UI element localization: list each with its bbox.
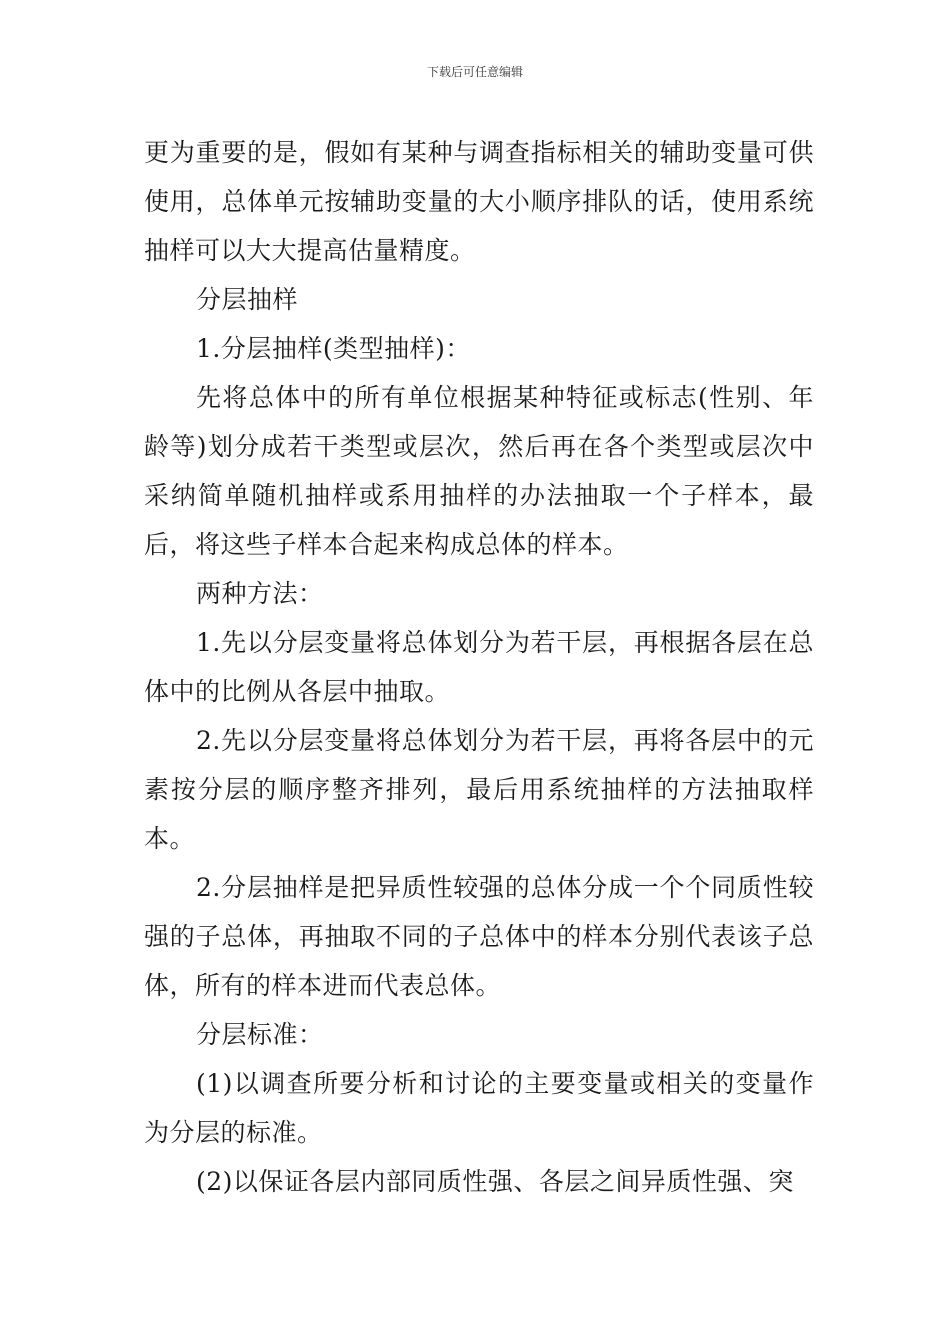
paragraph-4: 先将总体中的所有单位根据某种特征或标志(性别、年龄等)划分成若干类型或层次，然后再在各个类型或层次中采纳简单随机抽样或系用抽样的办法抽取一个子样本，最后，将这些子样本合起来构成总体的样本。 xyxy=(144,383,814,559)
document-body xyxy=(144,128,814,1206)
section-heading-stratified-sampling: 分层抽样 xyxy=(196,285,299,314)
paragraph-5: 两种方法： xyxy=(196,579,324,608)
paragraph-9: 分层标准： xyxy=(196,1020,324,1049)
paragraph-8: 2.分层抽样是把异质性较强的总体分成一个个同质性较强的子总体，再抽取不同的子总体中的样本分别代表该子总体，所有的样本进而代表总体。 xyxy=(144,873,814,1000)
paragraph-10: (1)以调查所要分析和讨论的主要变量或相关的变量作为分层的标准。 xyxy=(144,1069,814,1147)
paragraph-3: 1.分层抽样(类型抽样)： xyxy=(196,334,471,363)
paragraph-11: (2)以保证各层内部同质性强、各层之间异质性强、突 xyxy=(196,1167,794,1196)
paragraph-7: 2.先以分层变量将总体划分为若干层，再将各层中的元素按分层的顺序整齐排列，最后用系统抽样的方法抽取样本。 xyxy=(144,726,814,853)
page-header: 下载后可任意编辑 xyxy=(426,65,523,79)
paragraph-6: 1.先以分层变量将总体划分为若干层，再根据各层在总体中的比例从各层中抽取。 xyxy=(144,628,814,706)
paragraph-1: 更为重要的是，假如有某种与调查指标相关的辅助变量可供使用，总体单元按辅助变量的大小顺序排队的话，使用系统抽样可以大大提高估量精度。 xyxy=(144,138,814,265)
